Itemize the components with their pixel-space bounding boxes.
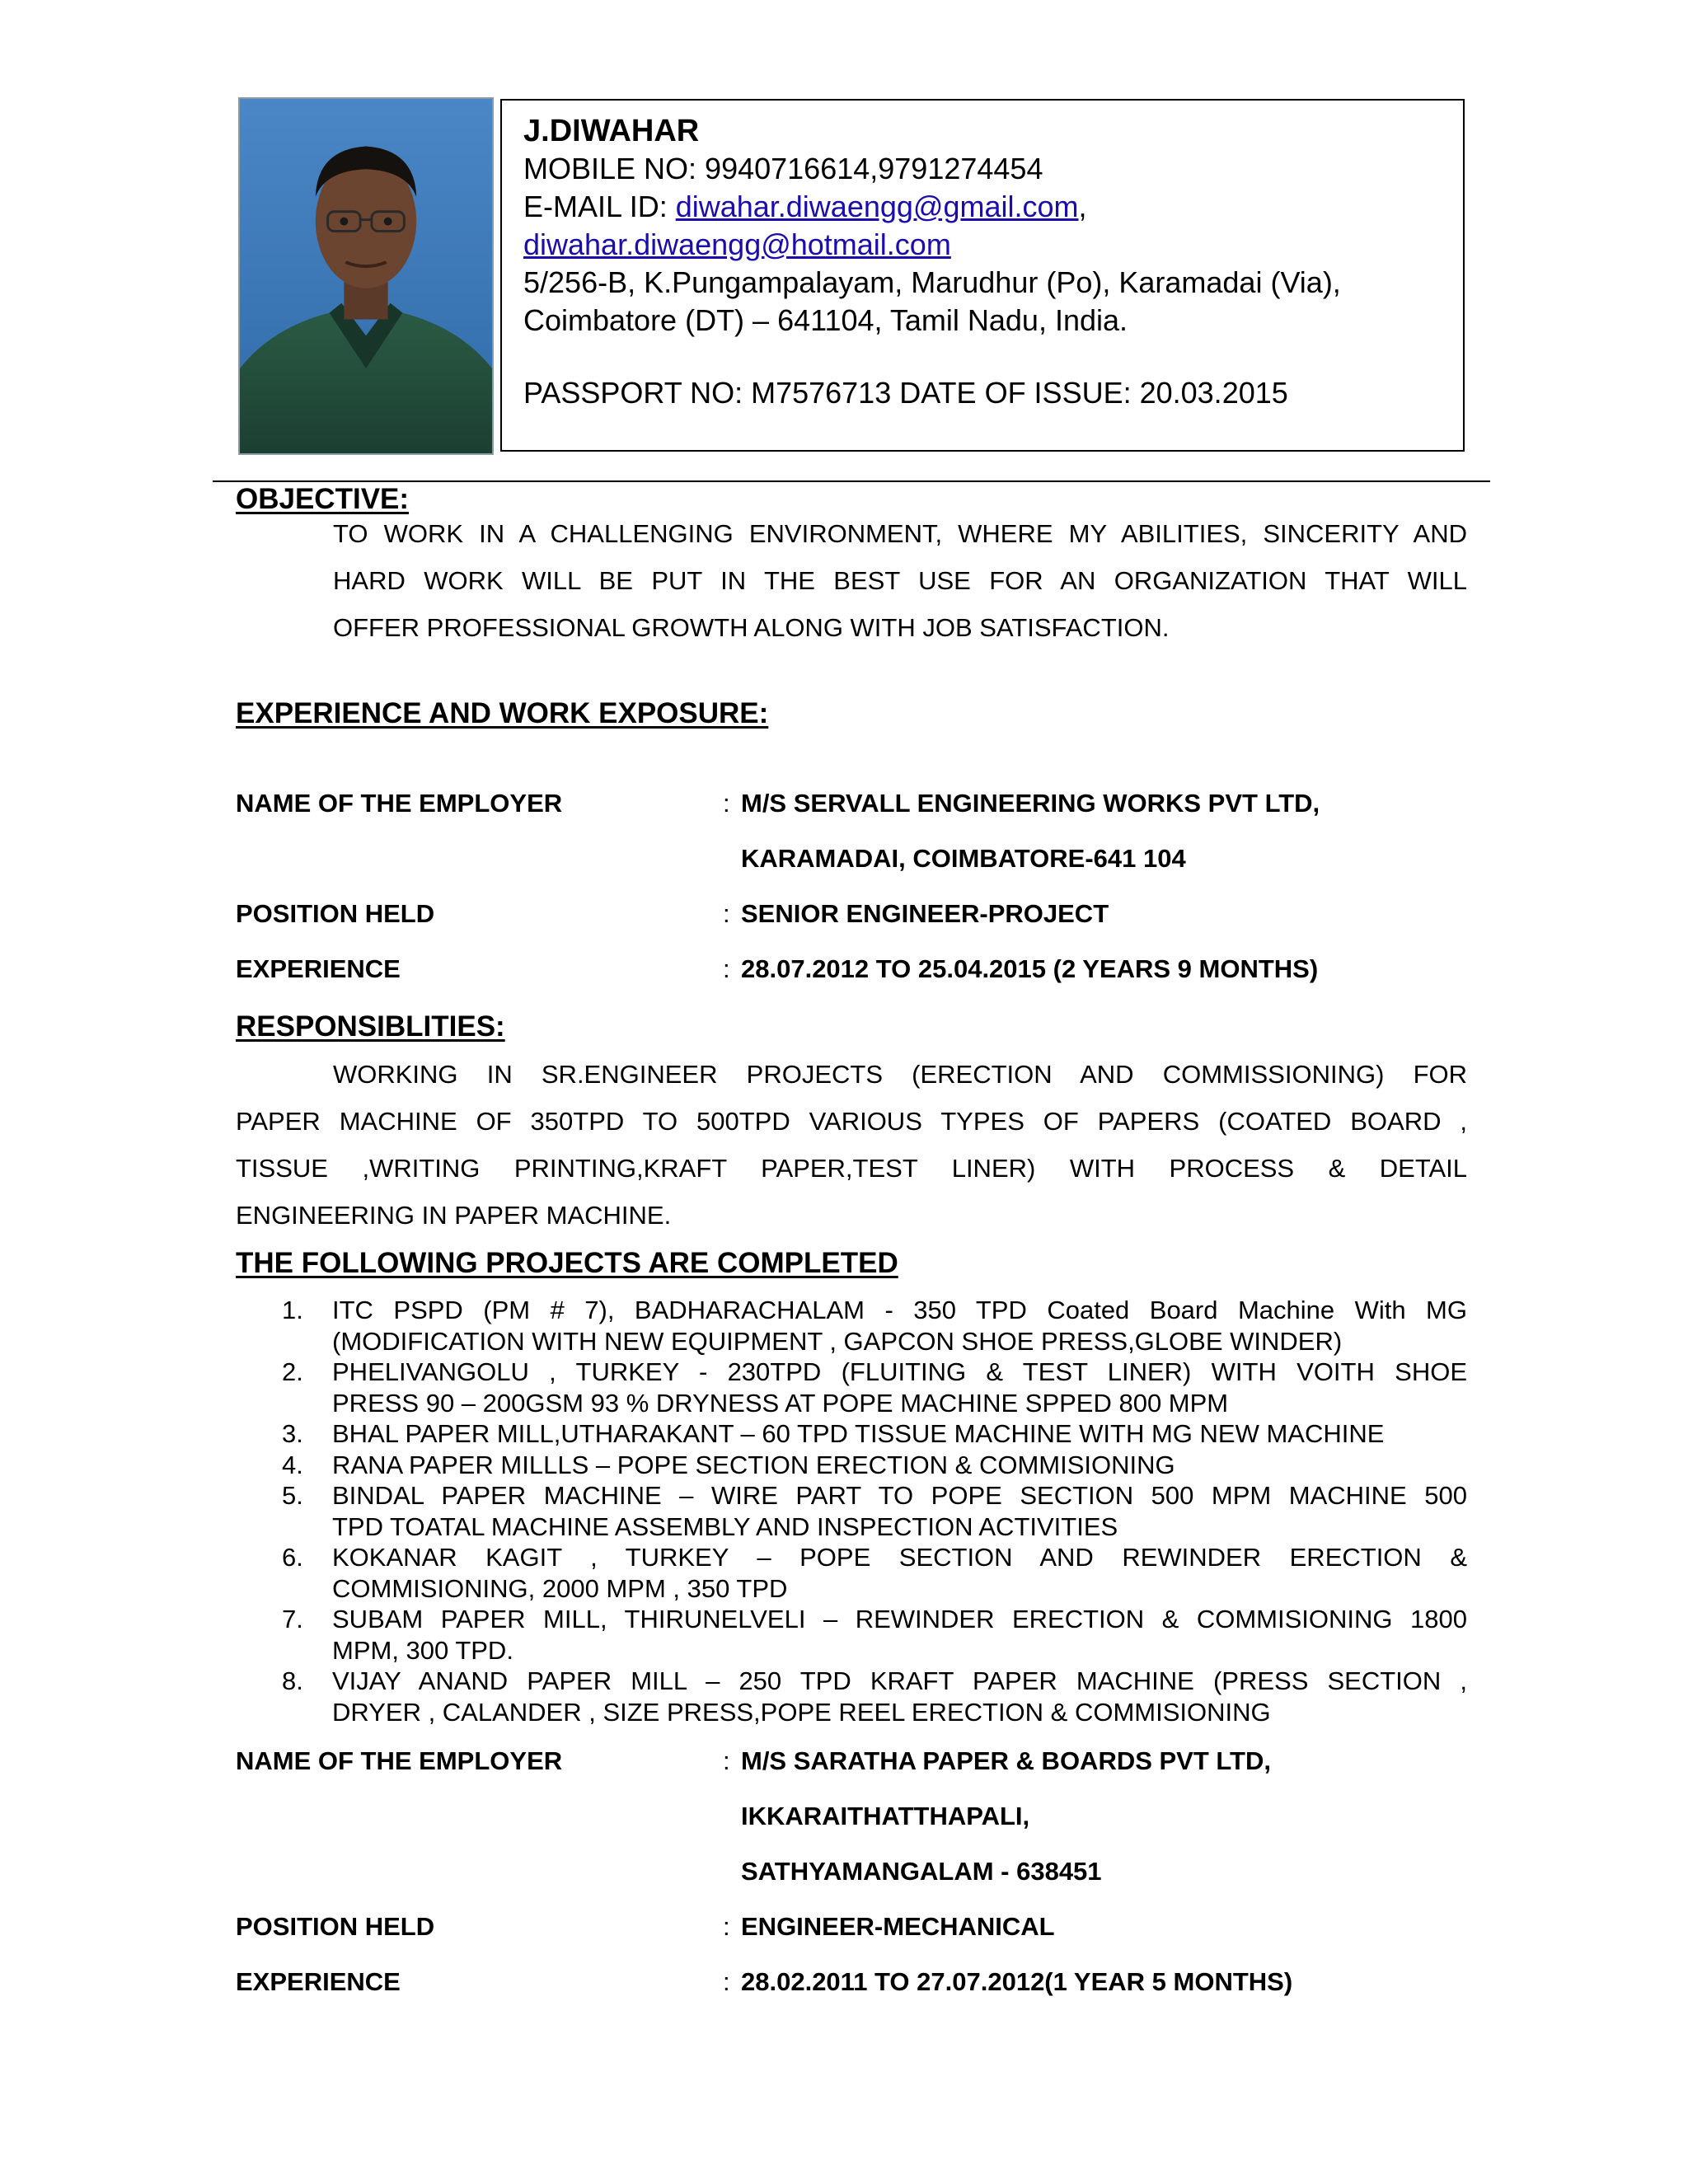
position-value: ENGINEER-MECHANICAL: [741, 1912, 1055, 1941]
header-divider: [213, 480, 1490, 482]
project-line: PRESS 90 – 200GSM 93 % DRYNESS AT POPE MACHINE SPPED 800 MPM: [332, 1388, 1229, 1418]
colon: :: [723, 899, 730, 928]
project-number: 1.: [282, 1296, 303, 1324]
responsibilities-text: [236, 1051, 1467, 1239]
employer-1-position-row: [236, 899, 1472, 954]
contact-box: [500, 99, 1465, 452]
objective-heading: OBJECTIVE:: [236, 483, 410, 515]
colon: :: [723, 1967, 730, 1996]
email-link-hotmail[interactable]: diwahar.diwaengg@hotmail.com: [523, 227, 951, 261]
experience-value: 28.02.2011 TO 27.07.2012(1 YEAR 5 MONTHS): [741, 1967, 1293, 1996]
project-text: [332, 1450, 1467, 1481]
employer-2-experience-row: [236, 1967, 1472, 2022]
responsibilities-heading: RESPONSIBLITIES:: [236, 1010, 505, 1043]
responsibilities-line: WORKING IN SR.ENGINEER PROJECTS (ERECTION AND COMMISSIONING) FOR: [333, 1060, 1467, 1089]
experience-label: EXPERIENCE: [236, 1967, 401, 1996]
employer-name-label: NAME OF THE EMPLOYER: [236, 789, 563, 818]
project-line: VIJAY ANAND PAPER MILL – 250 TPD KRAFT PAPER MACHINE (PRESS SECTION ,: [332, 1666, 1467, 1695]
project-number: 4.: [282, 1450, 303, 1479]
responsibilities-line: ENGINEERING IN PAPER MACHINE.: [236, 1201, 672, 1230]
project-line: ITC PSPD (PM # 7), BADHARACHALAM - 350 TPD Coated Board Machine With MG: [332, 1296, 1467, 1324]
address-line-2: Coimbatore (DT) – 641104, Tamil Nadu, India.: [523, 303, 1128, 337]
employer-name-value: M/S SERVALL ENGINEERING WORKS PVT LTD,: [741, 789, 1320, 818]
profile-photo-image: [240, 99, 492, 453]
project-line: KOKANAR KAGIT , TURKEY – POPE SECTION AND REWINDER ERECTION &: [332, 1543, 1467, 1572]
profile-photo: [238, 97, 494, 455]
project-number: 7.: [282, 1605, 303, 1633]
project-line: COMMISIONING, 2000 MPM , 350 TPD: [332, 1573, 788, 1603]
colon: :: [723, 954, 730, 983]
email-link-gmail[interactable]: diwahar.diwaengg@gmail.com: [675, 190, 1079, 223]
passport-info: PASSPORT NO: M7576713 DATE OF ISSUE: 20.03.2015: [523, 376, 1288, 410]
project-number: 2.: [282, 1357, 303, 1386]
employer-1-address-row: [236, 844, 1472, 899]
project-item: [236, 1418, 1467, 1450]
employer-2-position-row: [236, 1912, 1472, 1967]
project-text: [332, 1295, 1467, 1357]
project-text: [332, 1666, 1467, 1727]
project-number: 8.: [282, 1666, 303, 1695]
position-label: POSITION HELD: [236, 899, 435, 928]
objective-line: TO WORK IN A CHALLENGING ENVIRONMENT, WHERE MY ABILITIES, SINCERITY AND: [333, 519, 1467, 548]
candidate-name: J.DIWAHAR: [523, 114, 700, 148]
project-line: PHELIVANGOLU , TURKEY - 230TPD (FLUITING & TEST LINER) WITH VOITH SHOE: [332, 1357, 1467, 1386]
project-line: SUBAM PAPER MILL, THIRUNELVELI – REWINDER ERECTION & COMMISIONING 1800: [332, 1605, 1467, 1633]
projects-list: [236, 1295, 1467, 1727]
project-line: BINDAL PAPER MACHINE – WIRE PART TO POPE SECTION 500 MPM MACHINE 500: [332, 1481, 1467, 1510]
employer-name-label: NAME OF THE EMPLOYER: [236, 1746, 563, 1775]
employer-1-name-row: [236, 789, 1472, 844]
project-number: 5.: [282, 1481, 303, 1510]
employer-name-value: M/S SARATHA PAPER & BOARDS PVT LTD,: [741, 1746, 1271, 1775]
project-number: 6.: [282, 1543, 303, 1572]
experience-heading: EXPERIENCE AND WORK EXPOSURE:: [236, 697, 769, 729]
email-line-2: [523, 226, 1442, 264]
project-item: [236, 1450, 1467, 1481]
position-value: SENIOR ENGINEER-PROJECT: [741, 899, 1109, 928]
project-text: [332, 1357, 1467, 1418]
employer-1-details: [236, 789, 1472, 1010]
position-label: POSITION HELD: [236, 1912, 435, 1941]
project-line: MPM, 300 TPD.: [332, 1635, 513, 1665]
email-label: E-MAIL ID:: [523, 190, 676, 223]
colon: :: [723, 1912, 730, 1941]
project-text: [332, 1418, 1467, 1450]
project-line: BHAL PAPER MILL,UTHARAKANT – 60 TPD TISSUE MACHINE WITH MG NEW MACHINE: [332, 1419, 1385, 1448]
project-text: [332, 1480, 1467, 1542]
employer-2-details: [236, 1746, 1472, 2022]
project-item: [236, 1542, 1467, 1604]
employer-address-value: SATHYAMANGALAM - 638451: [741, 1857, 1102, 1886]
project-number: 3.: [282, 1419, 303, 1448]
address-line-1: 5/256-B, K.Pungampalayam, Marudhur (Po), Karamadai (Via),: [523, 265, 1341, 299]
colon: :: [723, 789, 730, 818]
project-line: TPD TOATAL MACHINE ASSEMBLY AND INSPECTION ACTIVITIES: [332, 1511, 1118, 1541]
project-item: [236, 1357, 1467, 1418]
objective-text: [333, 510, 1467, 651]
experience-value: 28.07.2012 TO 25.04.2015 (2 YEARS 9 MONTHS): [741, 954, 1319, 983]
responsibilities-line: TISSUE ,WRITING PRINTING,KRAFT PAPER,TEST LINER) WITH PROCESS & DETAIL: [236, 1154, 1467, 1183]
project-item: [236, 1666, 1467, 1727]
project-item: [236, 1295, 1467, 1357]
colon: :: [723, 1746, 730, 1775]
responsibilities-line: PAPER MACHINE OF 350TPD TO 500TPD VARIOUS TYPES OF PAPERS (COATED BOARD ,: [236, 1107, 1467, 1136]
objective-line: HARD WORK WILL BE PUT IN THE BEST USE FOR AN ORGANIZATION THAT WILL: [333, 566, 1467, 595]
project-line: DRYER , CALANDER , SIZE PRESS,POPE REEL ERECTION & COMMISIONING: [332, 1697, 1271, 1727]
email-line: [523, 188, 1442, 226]
projects-heading: THE FOLLOWING PROJECTS ARE COMPLETED: [236, 1247, 898, 1279]
mobile-number: MOBILE NO: 9940716614,9791274454: [523, 152, 1043, 185]
experience-label: EXPERIENCE: [236, 954, 401, 983]
employer-2-address-row-2: [236, 1857, 1472, 1912]
employer-address-value: IKKARAITHATTHAPALI,: [741, 1802, 1030, 1830]
project-item: [236, 1480, 1467, 1542]
project-text: [332, 1542, 1467, 1604]
project-item: [236, 1604, 1467, 1666]
email-separator: ,: [1078, 190, 1087, 223]
employer-2-name-row: [236, 1746, 1472, 1802]
project-text: [332, 1604, 1467, 1666]
objective-line: OFFER PROFESSIONAL GROWTH ALONG WITH JOB SATISFACTION.: [333, 613, 1170, 642]
employer-1-experience-row: [236, 954, 1472, 1010]
employer-address-value: KARAMADAI, COIMBATORE-641 104: [741, 844, 1186, 873]
project-line: (MODIFICATION WITH NEW EQUIPMENT , GAPCON SHOE PRESS,GLOBE WINDER): [332, 1326, 1343, 1356]
project-line: RANA PAPER MILLLS – POPE SECTION ERECTION & COMMISIONING: [332, 1450, 1175, 1479]
employer-2-address-row-1: [236, 1802, 1472, 1857]
